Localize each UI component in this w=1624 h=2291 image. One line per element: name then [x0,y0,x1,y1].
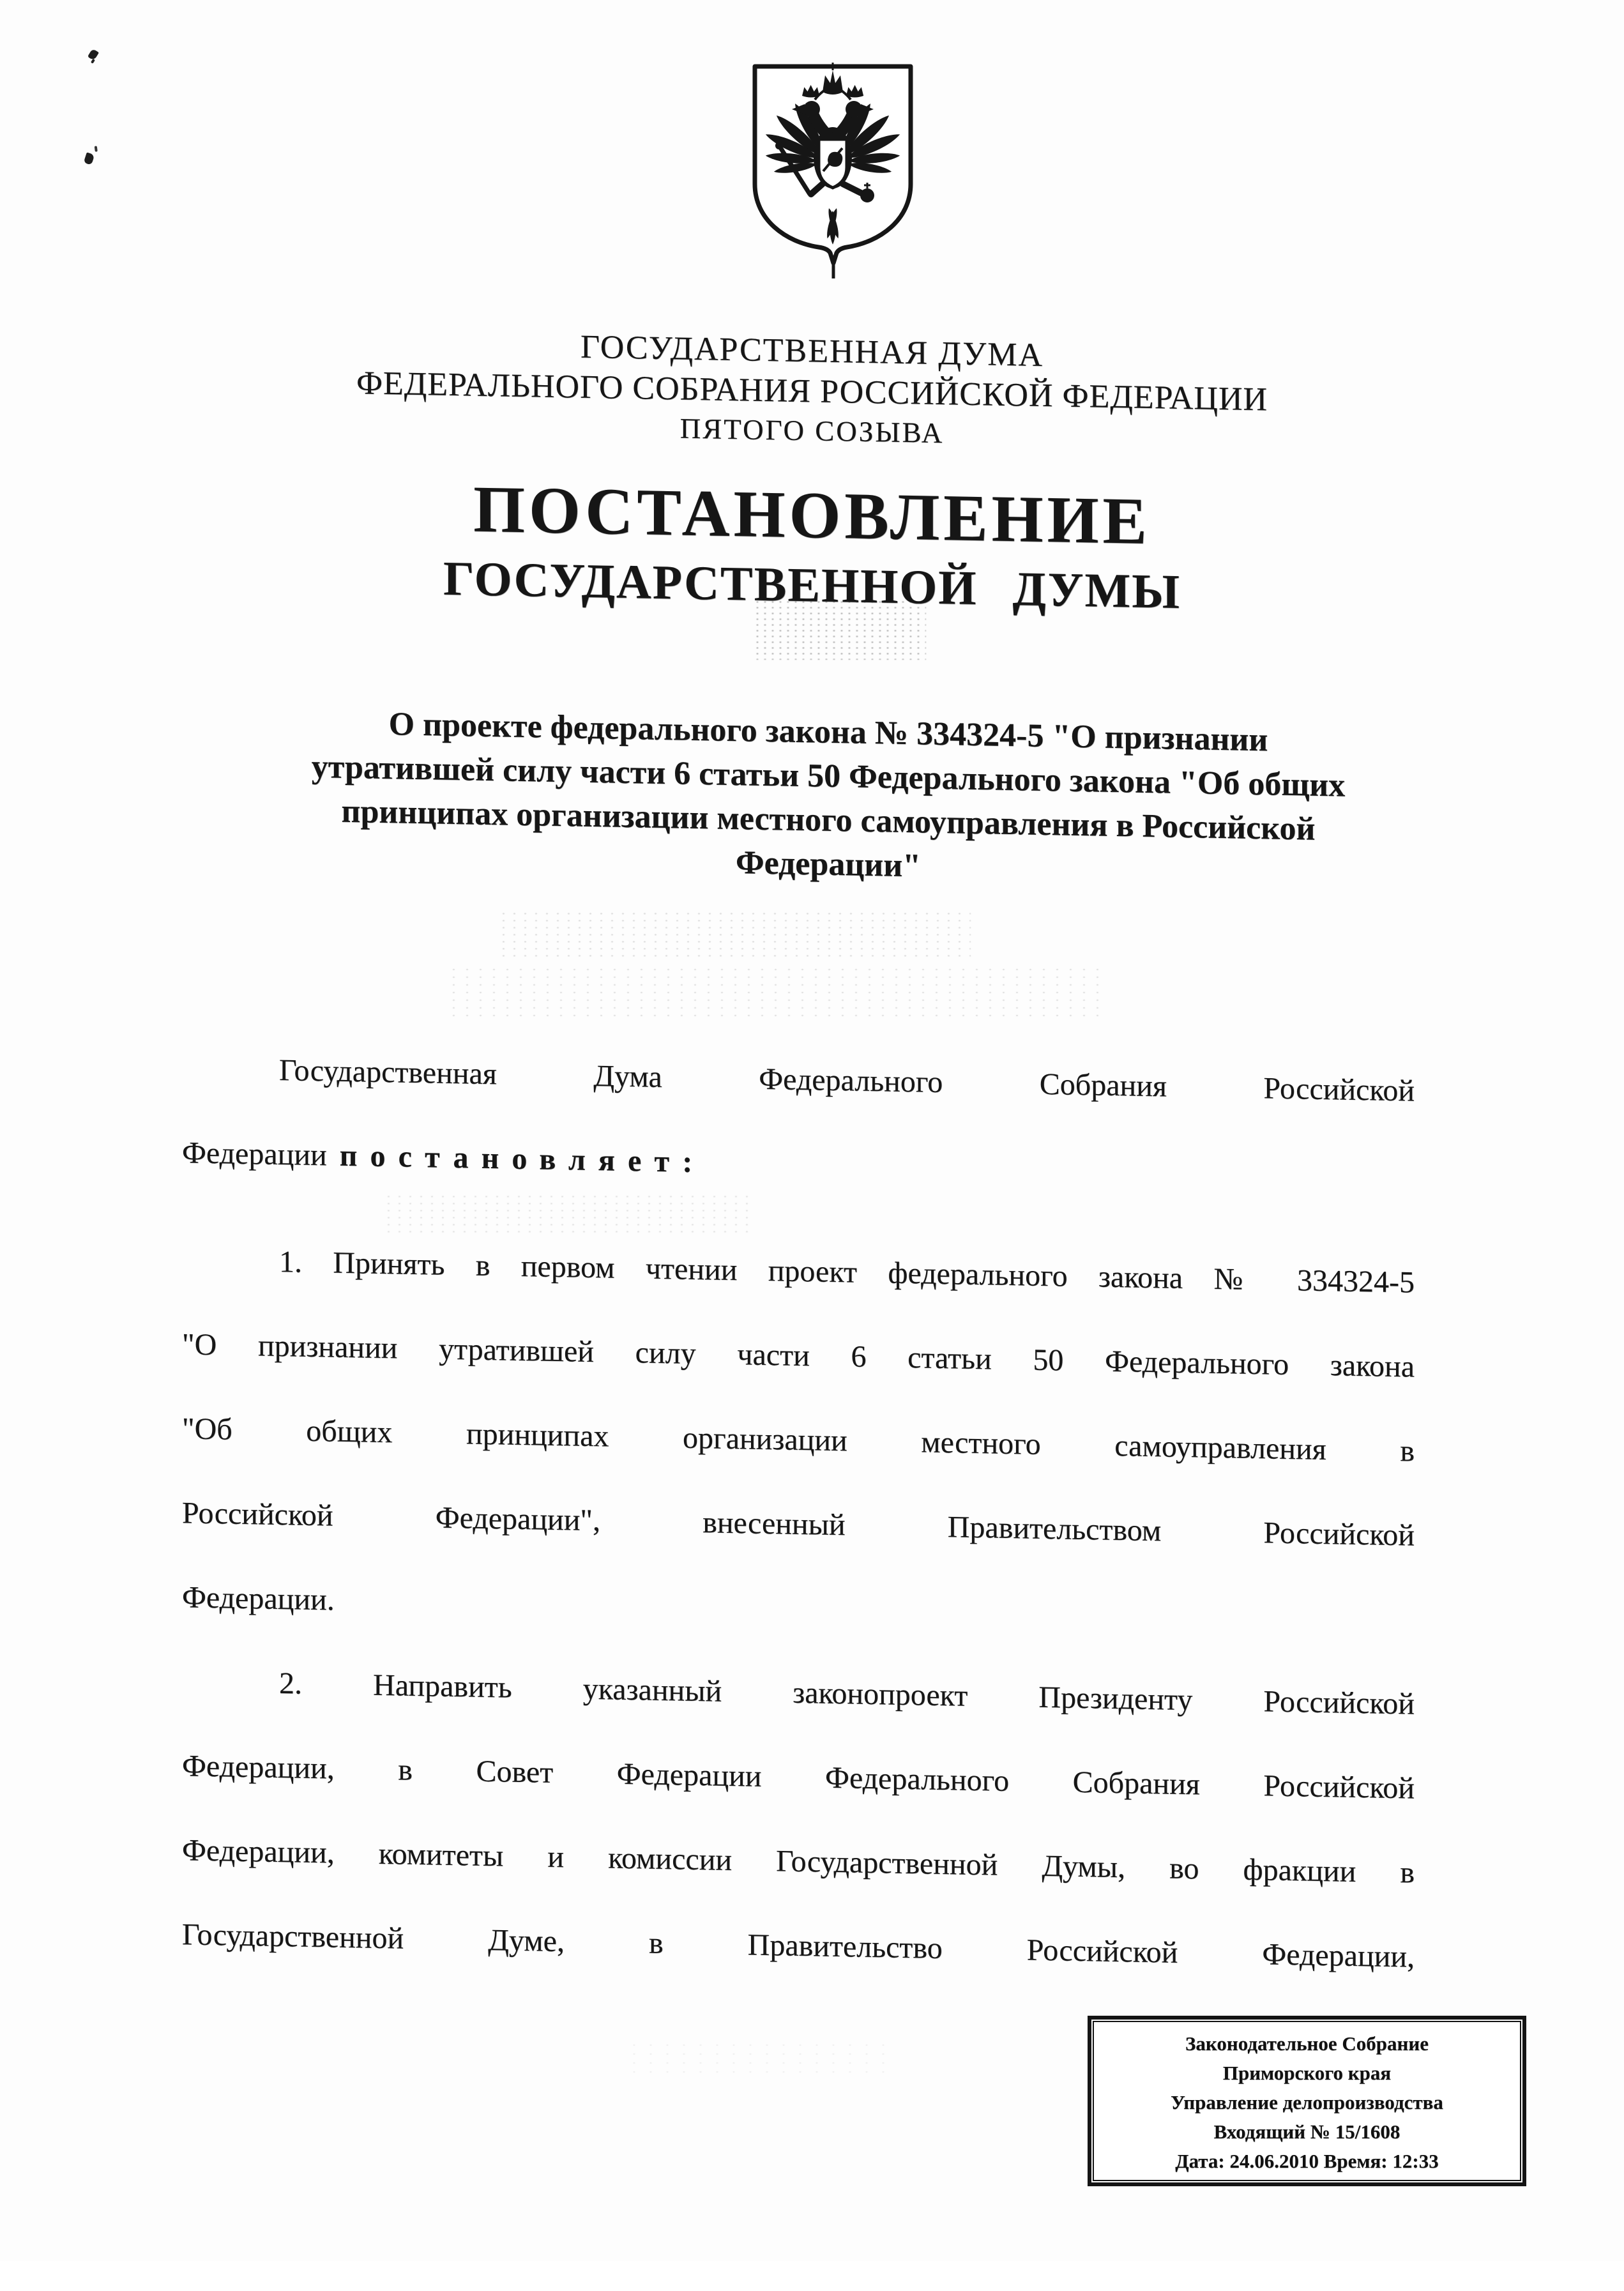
authority-name: ГОСУДАРСТВЕННАЯ ДУМА [580,328,1044,374]
stamp-incoming-number: Входящий № 15/1608 [1213,2120,1400,2143]
body-line: Федерации, комитеты и комиссии Государственной Думы, во фракции в [182,1833,1415,1890]
subject-line: Федерации" [735,844,922,885]
document-subject [228,699,1429,897]
body-line: Государственная Дума Федерального Собрания Российской [279,1053,1415,1108]
body-line: 1. Принять в первом чтении проект федерального закона № 334324-5 [279,1245,1415,1300]
stamp-department: Управление делопроизводства [1171,2091,1443,2113]
stamp-org-line: Приморского края [1222,2062,1392,2084]
body-line: "Об общих принципах организации местного самоуправления в [182,1412,1415,1468]
resolves-keyword: постановляет: [339,1138,706,1180]
authority-parent-body: ФЕДЕРАЛЬНОГО СОБРАНИЯ РОССИЙСКОЙ ФЕДЕРАЦИИ [356,365,1268,418]
body-line: Российской Федерации", внесенный Правительством Российской [182,1496,1415,1553]
document-type-title: ПОСТАНОВЛЕНИЕ [473,472,1151,559]
body-line: 2. Направить указанный законопроект Президенту Российской [279,1666,1415,1721]
body-line: Федерации, в Совет Федерации Федерального Собрания Российской [182,1749,1415,1806]
subject-line: О проекте федерального закона № 334324-5 "О признании [388,706,1268,759]
incoming-registration-stamp [1088,2016,1526,2186]
subject-line: утратившей силу части 6 статьи 50 Федерального закона "Об общих [311,748,1346,804]
issuing-authority-header [0,316,1624,465]
body-line: "О признании утратившей силу части 6 статьи 50 Федерального закона [182,1327,1415,1384]
document-issuer-title: ГОСУДАРСТВЕННОЙ ДУМЫ [443,551,1181,619]
stamp-org-line: Законодательное Собрание [1185,2032,1429,2055]
body-line: Государственной Думе, в Правительство Российской Федерации, [182,1917,1415,1974]
subject-line: принципах организации местного самоуправления в Российской [341,793,1316,848]
paragraph-2 [182,1640,1415,1999]
intro-continuation: Федерации [182,1136,327,1173]
document-title [0,465,1624,631]
convocation-label: ПЯТОГО СОЗЫВА [679,412,945,450]
paragraph-1 [182,1218,1415,1662]
stamp-date-time: Дата: 24.06.2010 Время: 12:33 [1175,2150,1439,2172]
document-body [182,1026,1415,1999]
body-line: Федерации. [182,1580,335,1617]
